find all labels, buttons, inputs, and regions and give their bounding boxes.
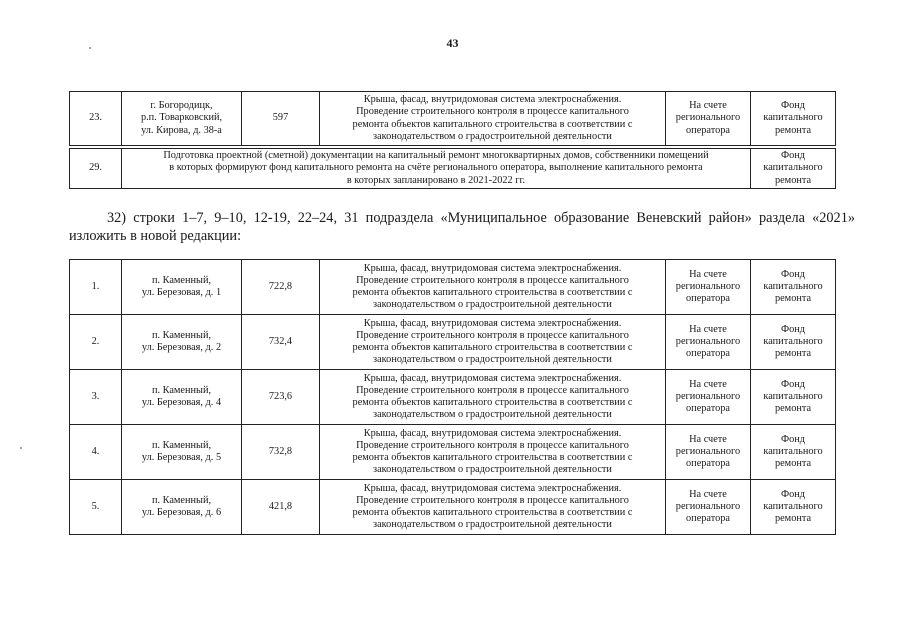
account-cell <box>666 260 751 315</box>
fund-line: Фонд <box>780 488 806 500</box>
fund-line: Фонд <box>780 433 806 445</box>
area-cell: 732,4 <box>242 315 320 370</box>
address-line: ул. Березовая, д. 6 <box>141 507 222 518</box>
fund-line: капитального <box>763 445 823 457</box>
address-line: р.п. Товарковский, <box>140 112 223 124</box>
project-docs-line: в которых формируют фонд капитального ремонта на счёте регионального оператора, выполнение капитального ремонта <box>169 162 703 174</box>
project-docs-line: в которых запланировано в 2021-2022 гг. <box>346 174 526 186</box>
address-line: ул. Березовая, д. 4 <box>141 397 222 408</box>
work-line: законодательством о градостроительной деятельности <box>373 299 612 311</box>
fund-cell <box>751 370 836 425</box>
project-docs-cell <box>122 149 751 189</box>
account-line: На счете <box>689 433 727 445</box>
fund-cell <box>751 260 836 315</box>
fund-line: ремонта <box>774 348 812 360</box>
fund-line: ремонта <box>774 458 812 470</box>
page-number: 43 <box>446 36 459 50</box>
table-row-29 <box>70 149 836 189</box>
address-line: ул. Березовая, д. 2 <box>141 342 222 353</box>
scan-speck <box>20 447 22 449</box>
work-line: законодательством о градостроительной деятельности <box>373 354 612 366</box>
fund-line: ремонта <box>774 403 812 415</box>
address-line: ул. Кирова, д. 38-а <box>141 124 222 136</box>
work-line: Проведение строительного контроля в процессе капитального <box>356 274 629 286</box>
account-cell <box>666 92 751 146</box>
amendment-text: 32) строки 1–7, 9–10, 12-19, 22–24, 31 подраздела «Муниципальное образование Веневский район» раздела «2021» изложить в новой редакции: <box>69 210 855 244</box>
table-row <box>70 480 836 535</box>
area-cell: 722,8 <box>242 260 320 315</box>
work-line: законодательством о градостроительной деятельности <box>373 464 612 476</box>
account-cell <box>666 425 751 480</box>
work-cell <box>320 92 666 146</box>
fund-line: капитального <box>763 112 823 124</box>
address-line: п. Каменный, <box>151 494 212 506</box>
work-line: Крыша, фасад, внутридомовая система электроснабжения. <box>363 372 622 384</box>
row-29-table <box>69 148 836 189</box>
fund-cell <box>751 480 836 535</box>
fund-cell <box>751 315 836 370</box>
account-line: оператора <box>686 293 730 305</box>
row-number: 23. <box>70 92 122 146</box>
address-line: п. Каменный, <box>151 274 212 286</box>
fund-line: Фонд <box>780 268 806 280</box>
work-line: Крыша, фасад, внутридомовая система электроснабжения. <box>363 262 622 274</box>
amendment-paragraph <box>69 209 855 245</box>
fund-line: капитального <box>763 390 823 402</box>
account-line: На счете <box>689 100 727 112</box>
work-line: ремонта объектов капитального строительства в соответствии с <box>352 452 633 463</box>
area-cell: 723,6 <box>242 370 320 425</box>
address-cell <box>122 425 242 480</box>
work-cell <box>320 370 666 425</box>
account-line: регионального <box>675 390 741 402</box>
account-line: регионального <box>675 112 741 124</box>
address-cell <box>122 315 242 370</box>
work-line: Крыша, фасад, внутридомовая система электроснабжения. <box>363 427 622 439</box>
work-line: законодательством о градостроительной деятельности <box>373 130 612 142</box>
account-line: регионального <box>675 335 741 347</box>
work-line: законодательством о градостроительной деятельности <box>373 409 612 421</box>
fund-line: Фонд <box>780 323 806 335</box>
row-number: 5. <box>70 480 122 535</box>
account-line: оператора <box>686 403 730 415</box>
address-cell <box>122 92 242 146</box>
account-cell <box>666 480 751 535</box>
work-line: ремонта объектов капитального строительства в соответствии с <box>352 287 633 298</box>
address-line: п. Каменный, <box>151 329 212 341</box>
row-number: 2. <box>70 315 122 370</box>
work-line: ремонта объектов капитального строительства в соответствии с <box>352 118 633 130</box>
work-line: ремонта объектов капитального строительства в соответствии с <box>352 507 633 518</box>
fund-line: капитального <box>763 335 823 347</box>
fund-cell <box>751 425 836 480</box>
address-cell <box>122 480 242 535</box>
work-line: Проведение строительного контроля в процессе капитального <box>356 329 629 341</box>
account-line: На счете <box>689 323 727 335</box>
fund-line: ремонта <box>774 293 812 305</box>
account-line: регионального <box>675 500 741 512</box>
account-line: оператора <box>686 458 730 470</box>
account-line: регионального <box>675 445 741 457</box>
work-cell <box>320 315 666 370</box>
account-cell <box>666 315 751 370</box>
work-cell <box>320 425 666 480</box>
area-cell: 421,8 <box>242 480 320 535</box>
fund-line: ремонта <box>774 513 812 525</box>
work-line: законодательством о градостроительной деятельности <box>373 519 612 531</box>
fund-cell <box>751 149 836 189</box>
work-line: ремонта объектов капитального строительства в соответствии с <box>352 342 633 353</box>
fund-line: Фонд <box>780 378 806 390</box>
address-line: ул. Березовая, д. 5 <box>141 452 222 463</box>
work-line: Проведение строительного контроля в процессе капитального <box>356 106 629 118</box>
row-number: 29. <box>70 149 122 189</box>
address-cell <box>122 370 242 425</box>
account-cell <box>666 370 751 425</box>
address-line: п. Каменный, <box>151 439 212 451</box>
address-line: п. Каменный, <box>151 384 212 396</box>
work-cell <box>320 260 666 315</box>
work-line: ремонта объектов капитального строительства в соответствии с <box>352 397 633 408</box>
fund-line: ремонта <box>774 174 812 186</box>
fund-line: капитального <box>763 500 823 512</box>
work-line: Крыша, фасад, внутридомовая система электроснабжения. <box>363 317 622 329</box>
account-line: регионального <box>675 280 741 292</box>
fund-line: Фонд <box>780 100 806 112</box>
project-docs-line: Подготовка проектной (сметной) документации на капитальный ремонт многоквартирных домов, собственники помещений <box>163 150 709 162</box>
fund-line: ремонта <box>774 124 812 136</box>
account-line: оператора <box>686 124 730 136</box>
work-line: Проведение строительного контроля в процессе капитального <box>356 494 629 506</box>
table-row <box>70 260 836 315</box>
work-line: Проведение строительного контроля в процессе капитального <box>356 384 629 396</box>
account-line: оператора <box>686 513 730 525</box>
row-number: 4. <box>70 425 122 480</box>
account-line: На счете <box>689 488 727 500</box>
top-table <box>69 91 836 146</box>
work-cell <box>320 480 666 535</box>
fund-line: Фонд <box>780 150 806 162</box>
scan-speck <box>89 47 91 49</box>
area-cell: 597 <box>242 92 320 146</box>
address-line: г. Богородицк, <box>150 100 213 112</box>
table-row <box>70 315 836 370</box>
table-row <box>70 370 836 425</box>
account-line: На счете <box>689 268 727 280</box>
work-line: Крыша, фасад, внутридомовая система электроснабжения. <box>363 482 622 494</box>
fund-line: капитального <box>763 162 823 174</box>
table-row-23 <box>70 92 836 146</box>
work-line: Проведение строительного контроля в процессе капитального <box>356 439 629 451</box>
address-cell <box>122 260 242 315</box>
account-line: На счете <box>689 378 727 390</box>
table-row <box>70 425 836 480</box>
account-line: оператора <box>686 348 730 360</box>
row-number: 1. <box>70 260 122 315</box>
area-cell: 732,8 <box>242 425 320 480</box>
main-table <box>69 259 836 535</box>
address-line: ул. Березовая, д. 1 <box>141 287 222 298</box>
fund-line: капитального <box>763 280 823 292</box>
work-line: Крыша, фасад, внутридомовая система электроснабжения. <box>363 94 622 106</box>
row-number: 3. <box>70 370 122 425</box>
fund-cell <box>751 92 836 146</box>
